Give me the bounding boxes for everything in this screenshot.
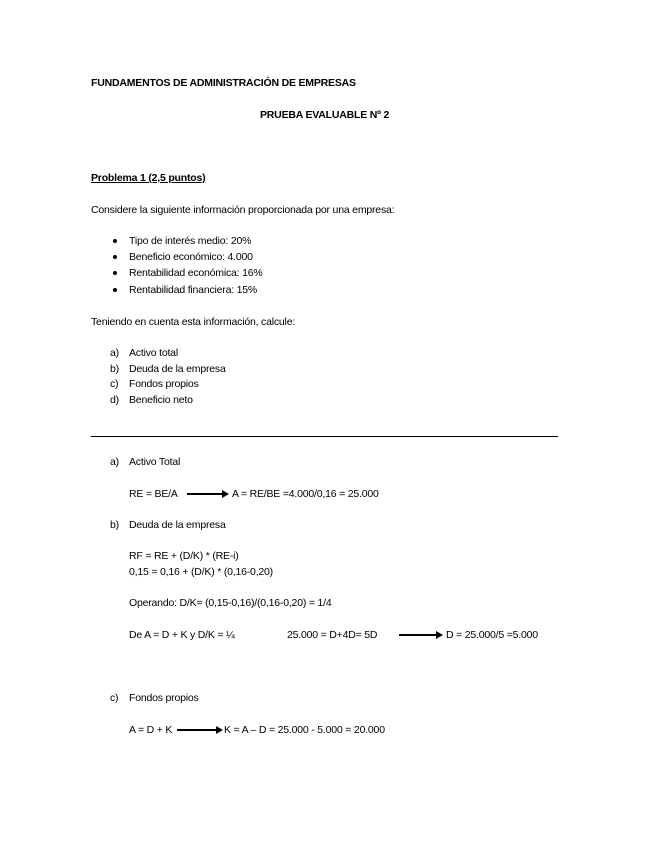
bullet-icon: [113, 288, 117, 292]
solution-a-formula-right: A = RE/BE =4.000/0,16 = 25.000: [232, 488, 379, 500]
list-marker: a): [110, 347, 119, 359]
list-marker: a): [110, 456, 119, 468]
right-arrow-icon: [399, 630, 443, 640]
bullet-icon: [113, 271, 117, 275]
list-marker: d): [110, 394, 119, 406]
list-item: Rentabilidad financiera: 15%: [129, 284, 258, 296]
problem-prompt: Teniendo en cuenta esta información, calcule:: [91, 316, 296, 328]
bullet-icon: [113, 239, 117, 243]
problem-intro: Considere la siguiente información proporcionada por una empresa:: [91, 204, 395, 216]
solution-b-operando: Operando: D/K= (0,15-0,16)/(0,16-0,20) = 1/4: [129, 597, 332, 609]
list-item: Tipo de interés medio: 20%: [129, 235, 252, 247]
solution-c-title: Fondos propios: [129, 692, 199, 704]
question-item: Deuda de la empresa: [129, 363, 226, 375]
list-item: Rentabilidad económica: 16%: [129, 267, 263, 279]
list-item: Beneficio económico: 4.000: [129, 251, 253, 263]
solution-c-formula-right: K = A – D = 25.000 - 5.000 = 20.000: [224, 724, 385, 736]
solution-b-line1: RF = RE + (D/K) * (RE-i): [129, 550, 239, 562]
question-item: Fondos propios: [129, 378, 199, 390]
solution-b-line4-right: D = 25.000/5 =5.000: [446, 629, 538, 641]
list-marker: c): [110, 692, 119, 704]
solution-b-line4-mid: 25.000 = D+4D= 5D: [287, 629, 378, 641]
question-item: Activo total: [129, 347, 178, 359]
solution-b-line4-left: De A = D + K y D/K = ¼: [129, 629, 235, 641]
exam-title: PRUEBA EVALUABLE Nº 2: [260, 109, 390, 121]
solution-b-title: Deuda de la empresa: [129, 519, 226, 531]
list-marker: b): [110, 519, 119, 531]
course-title: FUNDAMENTOS DE ADMINISTRACIÓN DE EMPRESAS: [91, 77, 356, 89]
bullet-icon: [113, 255, 117, 259]
solution-c-formula-left: A = D + K: [129, 724, 173, 736]
solution-a-title: Activo Total: [129, 456, 181, 468]
right-arrow-icon: [177, 725, 223, 735]
solution-b-line2: 0,15 = 0,16 + (D/K) * (0,16-0,20): [129, 566, 273, 578]
solution-a-formula-left: RE = BE/A: [129, 488, 178, 500]
right-arrow-icon: [187, 489, 229, 499]
list-marker: c): [110, 378, 119, 390]
section-divider: [91, 436, 558, 437]
list-marker: b): [110, 363, 119, 375]
problem-heading: Problema 1 (2,5 puntos): [91, 172, 206, 184]
question-item: Beneficio neto: [129, 394, 193, 406]
